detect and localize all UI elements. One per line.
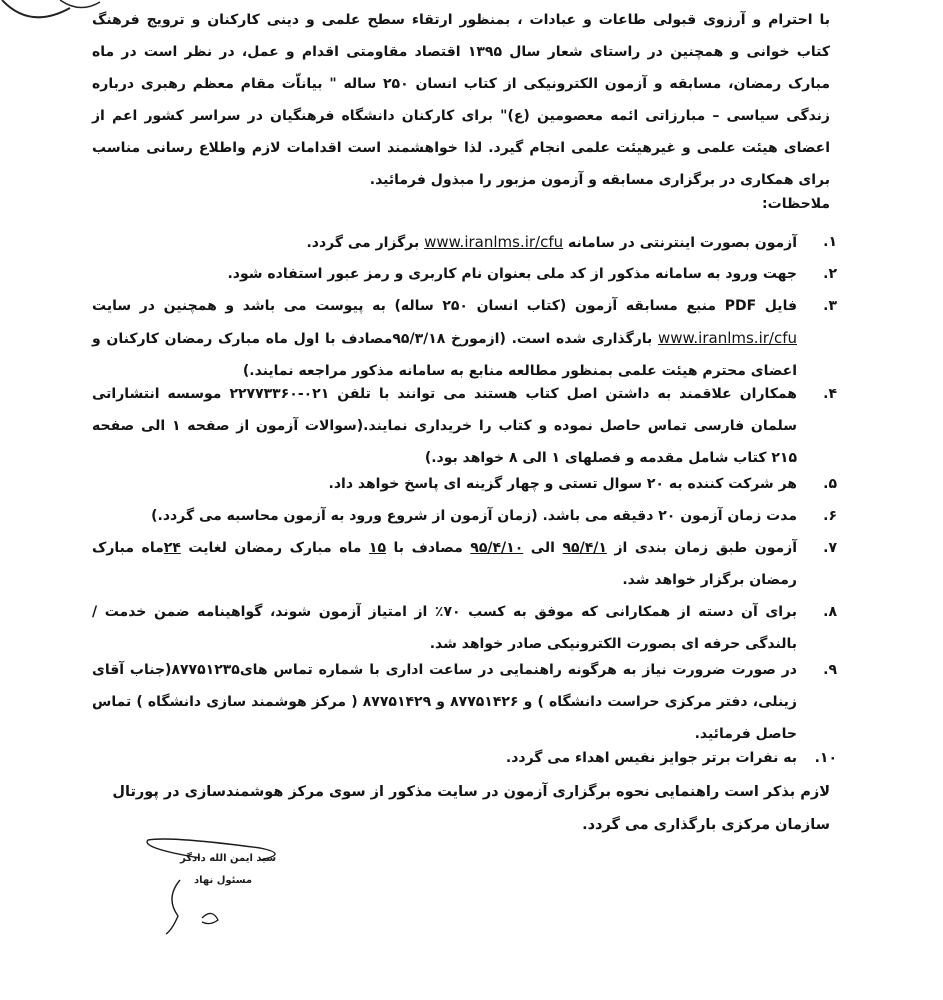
note-text: ماه مبارک رمضان لغایت <box>180 540 369 556</box>
note-item-7 <box>92 532 837 596</box>
signature-block <box>140 838 300 938</box>
note-item-3 <box>92 290 837 387</box>
note-text: فایل PDF منبع مسابقه آزمون (کتاب انسان ۲۵۰ ساله) به پیوست می باشد و همچنین در سایت <box>92 298 797 314</box>
start-date: ۹۵/۴/۱ <box>562 540 607 556</box>
closing-note: لازم بذکر است راهنمایی نحوه برگزاری آزمون در سایت مذکور از سوی مرکز هوشمندسازی در پورتال سازمان مرکزی بارگذاری می گردد. <box>112 784 830 833</box>
lms-link[interactable]: www.iranlms.ir/cfu <box>657 329 797 347</box>
note-number: ۹. <box>823 662 837 678</box>
end-date: ۹۵/۴/۱۰ <box>470 540 524 556</box>
intro-text: با احترام و آرزوی قبولی طاعات و عبادات ، بمنظور ارتقاء سطح علمی و دینی کارکنان و ترویج فرهنگ کتاب خوانی و همچنین در راستای شعار سال ۱۳۹۵ اقتصاد مقاومتی اقدام و عمل، در نظر است در ماه مبارک رمضان، مسابقه و آزمون الکترونیکی از کتاب انسان ۲۵۰ ساله " بیاناّت مقام معظم رهبری درباره زندگی سیاسی – مبارزاتی ائمه معصومین (ع)" برای کارکنان دانشگاه فرهنگیان در سراسر کشور اعم از اعضای هیئت علمی و غیرهیئت علمی انجام گیرد. لذا خواهشمند است اقدامات لازم واطلاع رسانی مناسب برای همکاری در برگزاری مسابقه و آزمون مزبور را مبذول فرمائید. <box>92 12 831 188</box>
note-text: در صورت ضرورت نیاز به هرگونه راهنمایی در ساعت اداری با شماره تماس های۸۷۷۵۱۲۳۵(جناب آقای زینلی، دفتر مرکزی حراست دانشگاه ) و ۸۷۷۵۱۴۲۶ و ۸۷۷۵۱۴۲۹ ( مرکز هوشمند سازی دانشگاه ) تماس حاصل فرمائید. <box>92 662 797 742</box>
note-text: برای آن دسته از همکارانی که موفق به کسب ۷۰٪ از امتیاز آزمون شوند، گواهینامه ضمن خدمت / بالندگی حرفه ای بصورت الکترونیکی صادر خواهد شد. <box>92 604 797 652</box>
note-text: ماه مبارک رمضان برگزار خواهد شد. <box>92 540 797 588</box>
note-number: ۷. <box>823 540 837 556</box>
note-number: ۴. <box>823 386 837 402</box>
note-text: بارگذاری شده است. (ازمورخ ۹۵/۳/۱۸مصادف با اول ماه مبارک رمضان کارکنان و اعضای محترم هیئت علمی بمنظور مطالعه منابع به سامانه مذکور مراجعه نمایند.) <box>92 331 797 379</box>
note-number: ۶. <box>823 508 837 524</box>
note-item-10 <box>92 742 837 774</box>
notes-heading: ملاحظات: <box>762 196 830 212</box>
note-text: مصادف با <box>386 540 471 556</box>
note-text: برگزار می گردد. <box>306 235 425 251</box>
note-item-5 <box>92 468 837 500</box>
note-item-4 <box>92 378 837 474</box>
note-text: الی <box>523 540 563 556</box>
note-item-9 <box>92 654 837 750</box>
note-text: هر شرکت کننده به ۲۰ سوال تستی و چهار گزینه ای پاسخ خواهد داد. <box>328 476 797 492</box>
signatory-title: مسئول نهاد <box>194 875 253 886</box>
lms-link[interactable]: www.iranlms.ir/cfu <box>424 233 564 251</box>
note-number: ۱. <box>823 234 837 250</box>
note-number: ۱۰. <box>814 750 837 766</box>
note-text: آزمون بصورت اینترنتی در سامانه <box>563 235 797 251</box>
signatory-name: سید ایمن الله دادگر <box>180 853 277 864</box>
note-text: جهت ورود به سامانه مذکور از کد ملی بعنوان نام کاربری و رمز عبور استفاده شود. <box>227 266 797 282</box>
note-number: ۲. <box>823 266 837 282</box>
note-item-8 <box>92 596 837 660</box>
intro-paragraph <box>92 4 830 196</box>
note-text: مدت زمان آزمون ۲۰ دقیقه می باشد. (زمان آزمون از شروع ورود به آزمون محاسبه می گردد.) <box>151 508 797 524</box>
start-day: ۱۵ <box>368 540 387 556</box>
note-text: همکاران علاقمند به داشتن اصل کتاب هستند می توانند با تلفن ۰۲۱-۲۲۷۷۳۳۶۰ موسسه انتشاراتی سلمان فارسی تماس حاصل نموده و کتاب را خریداری نمایند.(سوالات آزمون از صفحه ۱ الی صفحه ۲۱۵ کتاب شامل مقدمه و فصلهای ۱ الی ۸ خواهد بود.) <box>92 386 797 466</box>
end-day: ۲۴ <box>163 540 181 556</box>
note-number: ۵. <box>823 476 837 492</box>
note-item-1 <box>92 226 837 259</box>
note-number: ۸. <box>823 604 837 620</box>
note-text: به نفرات برتر جوایز نفیس اهداء می گردد. <box>505 750 797 766</box>
note-text: آزمون طبق زمان بندی از <box>606 540 797 556</box>
note-item-6 <box>92 500 837 532</box>
note-item-2 <box>92 258 837 290</box>
note-number: ۳. <box>823 298 837 314</box>
